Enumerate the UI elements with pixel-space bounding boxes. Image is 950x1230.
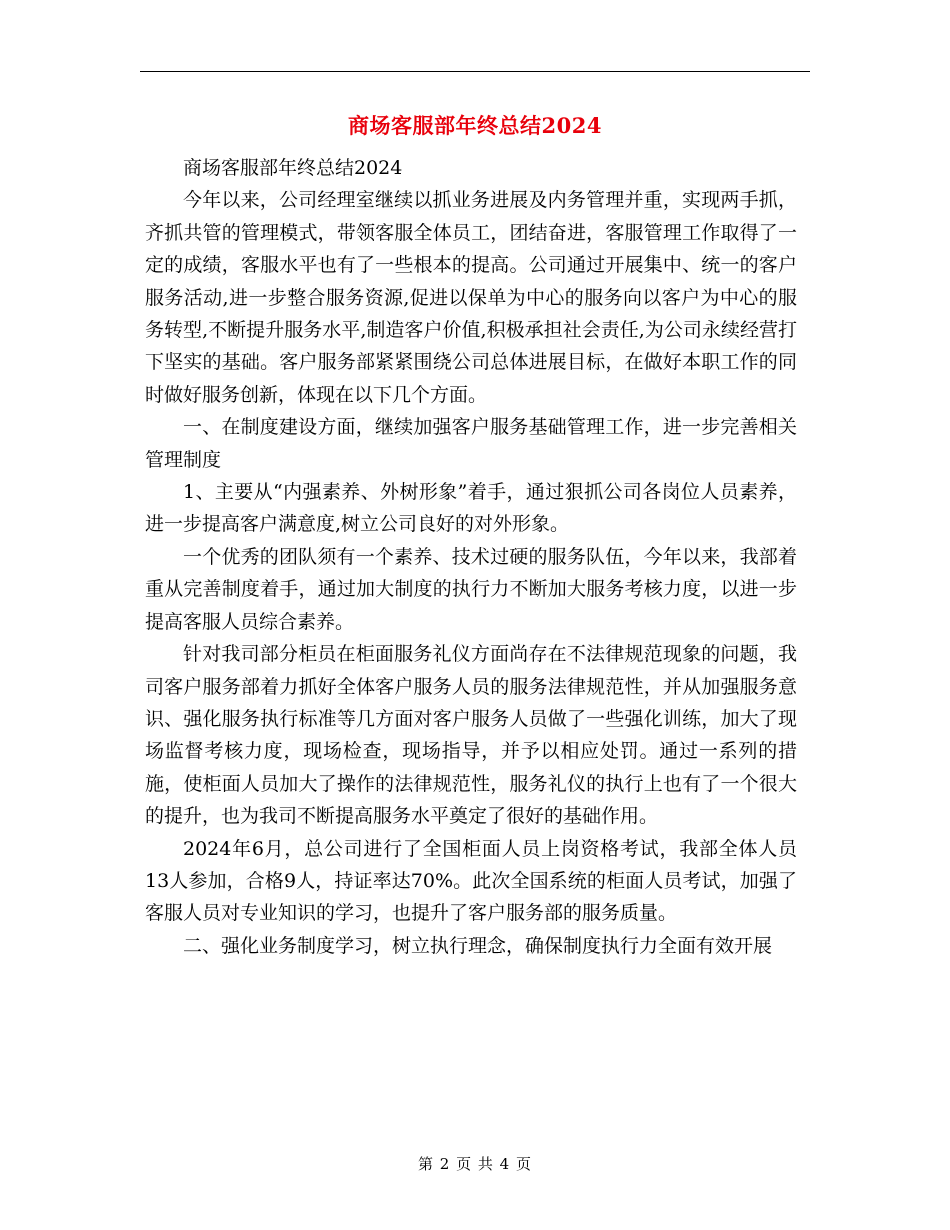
header-rule: [140, 71, 810, 72]
body-paragraph: 针对我司部分柜员在柜面服务礼仪方面尚存在不法律规范现象的问题，我司客户服务部着力抓好全体客户服务人员的服务法律规范性，并从加强服务意识、强化服务执行标准等几方面对客户服务人员做了一些强化训练，加大了现场监督考核力度，现场检查，现场指导，并予以相应处罚。通过一系列的措施，使柜面人员加大了操作的法律规范性，服务礼仪的执行上也有了一个很大的提升，也为我司不断提高服务水平奠定了很好的基础作用。: [145, 643, 797, 828]
body-paragraph: 1、主要从“内强素养、外树形象”着手，通过狠抓公司各岗位人员素养，进一步提高客户满意度,树立公司良好的对外形象。: [145, 481, 797, 536]
section-heading: 一、在制度建设方面，继续加强客户服务基础管理工作，进一步完善相关管理制度: [145, 416, 797, 471]
body-paragraph: 2024年6月，总公司进行了全国柜面人员上岗资格考试，我部全体人员13人参加，合格9人，持证率达70%。此次全国系统的柜面人员考试，加强了客服人员对专业知识的学习，也提升了客户服务部的服务质量。: [145, 837, 797, 925]
section-heading: 二、强化业务制度学习，树立执行理念，确保制度执行力全面有效开展: [183, 934, 773, 957]
body-paragraph: 商场客服部年终总结2024: [183, 157, 403, 179]
page-number-footer: 第 2 页 共 4 页: [418, 1155, 532, 1173]
document-title: 商场客服部年终总结2024: [348, 113, 602, 138]
document-body: [145, 152, 797, 962]
body-paragraph: 一个优秀的团队须有一个素养、技术过硬的服务队伍，今年以来，我部着重从完善制度着手，通过加大制度的执行力不断加大服务考核力度，以进一步提高客服人员综合素养。: [145, 545, 797, 633]
body-paragraph: 今年以来，公司经理室继续以抓业务进展及内务管理并重，实现两手抓，齐抓共管的管理模式，带领客服全体员工，团结奋进，客服管理工作取得了一定的成绩，客服水平也有了一些根本的提高。公司通过开展集中、统一的客户服务活动,进一步整合服务资源,促进以保单为中心的服务向以客户为中心的服务转型,不断提升服务水平,制造客户价值,积极承担社会责任,为公司永续经营打下坚实的基础。客户服务部紧紧围绕公司总体进展目标，在做好本职工作的同时做好服务创新，体现在以下几个方面。: [145, 189, 797, 406]
